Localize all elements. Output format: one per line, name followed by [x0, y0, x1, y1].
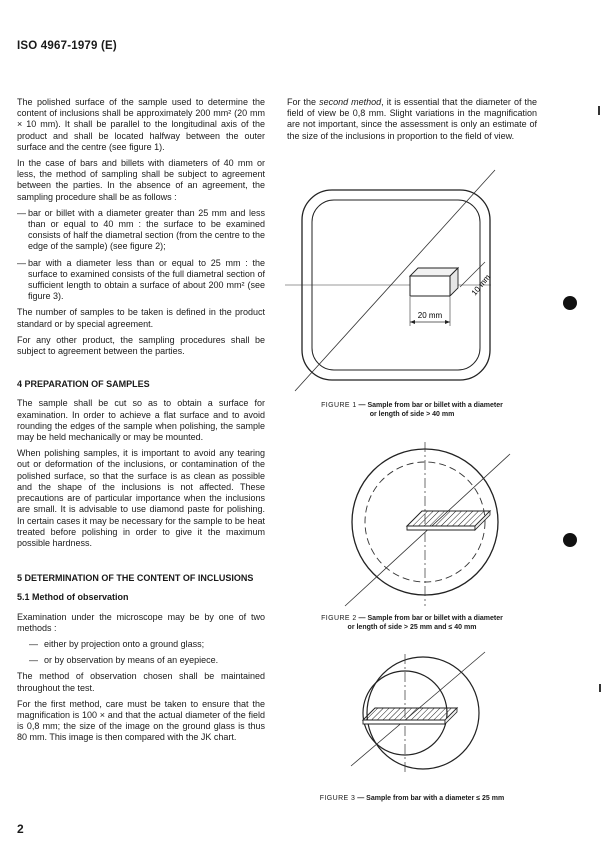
figure-3-drawing [345, 650, 495, 780]
sample-top-face [363, 708, 457, 720]
list-item: — or by observation by means of an eyepiece. [29, 655, 219, 666]
section-heading-5: 5 DETERMINATION OF THE CONTENT OF INCLUSIONS [17, 573, 254, 584]
section-heading-4: 4 PREPARATION OF SAMPLES [17, 379, 150, 390]
diagonal-line [295, 170, 495, 391]
binding-hole [563, 296, 577, 310]
dim-width-label: 20 mm [417, 311, 443, 320]
paragraph: The sample shall be cut so as to obtain a surface for examination. In order to achieve a flat surface and to avoid rounding the edges of the sample when polishing, the sample may be held mechanically or may be mounted. [17, 398, 265, 443]
binding-hole [563, 533, 577, 547]
scan-mark [599, 684, 601, 692]
document-id: ISO 4967-1979 (E) [17, 40, 117, 52]
figure-2-caption: FIGURE 2 — Sample from bar or billet with a diameter or length of side > 25 mm and ≤ 40 mm [321, 615, 503, 631]
sample-front-face [410, 276, 450, 296]
sample-front-face [363, 720, 445, 724]
subsection-heading-5-1: 5.1 Method of observation [17, 592, 129, 603]
figure-1-caption: FIGURE 1 — Sample from bar or billet with a diameter or length of side > 40 mm [321, 402, 503, 418]
paragraph: In the case of bars and billets with diameters of 40 mm or less, the method of sampling shall be subject to agreement between the parties. In the absence of an agreement, the sampling procedure shall be as follows : [17, 158, 265, 202]
paragraph: When polishing samples, it is important to avoid any tearing out or deformation of the inclusions, or contamination of the polished surface, so that the surface is as clean as possible and the shape of the inclusions is not affected. These precautions are of particular importance when the inclusions are small. It is advisable to use diamond paste for polishing. In certain cases it may be necessary for the sample to be heat treated before polishing in order to give it the maximum possible hardness. [17, 448, 265, 548]
dim-height-label: 10 mm [469, 272, 493, 298]
left-column [17, 97, 265, 749]
page-number: 2 [17, 822, 24, 836]
list-item: — either by projection onto a ground glass; [29, 638, 205, 649]
paragraph: For any other product, the sampling procedures shall be subject to agreement between the parties. [17, 334, 265, 357]
list-item: — bar with a diameter less than or equal to 25 mm : the surface to examined consists of the full diametral section of sufficient length to obtain a surface of about 200 mm² (see figure 3). [17, 257, 265, 302]
list-item: — bar or billet with a diameter greater than 25 mm and less than or equal to 40 mm : the surface to be examined consists of half the diametral section (from the centre to the edge of the sample) (see figure 2); [17, 207, 265, 252]
figure-2-drawing [325, 438, 525, 610]
paragraph: The number of samples to be taken is defined in the product standard or by special agreement. [17, 307, 265, 329]
paragraph: The polished surface of the sample used to determine the content of inclusions shall be approximately 200 mm² (20 mm × 10 mm). It shall be parallel to the longitudinal axis of the product and shall be located halfway between the outer surface and the centre (see figure 1). [17, 97, 265, 152]
right-column [287, 97, 537, 147]
figure-1-drawing [285, 160, 525, 392]
paragraph: Examination under the microscope may be by one of two methods : [17, 611, 265, 633]
paragraph: For the first method, care must be taken to ensure that the magnification is 100 × and that the actual diameter of the field is 0,8 mm; the size of the image on the ground glass is thus 80 mm. This image is then compared with the JK chart. [17, 698, 265, 743]
paragraph: The method of observation chosen shall be maintained throughout the test. [17, 671, 265, 693]
paragraph: For the second method, it is essential that the diameter of the field of view be 0,8 mm. Slight variations in the magnification are not important, since the assessment is only an estimate of the size of the inclusions in proportion to the field of view. [287, 97, 537, 141]
scan-mark [598, 106, 600, 115]
sample-front-face [407, 526, 475, 530]
figure-3-caption: FIGURE 3 — Sample from bar with a diameter ≤ 25 mm [319, 795, 505, 802]
